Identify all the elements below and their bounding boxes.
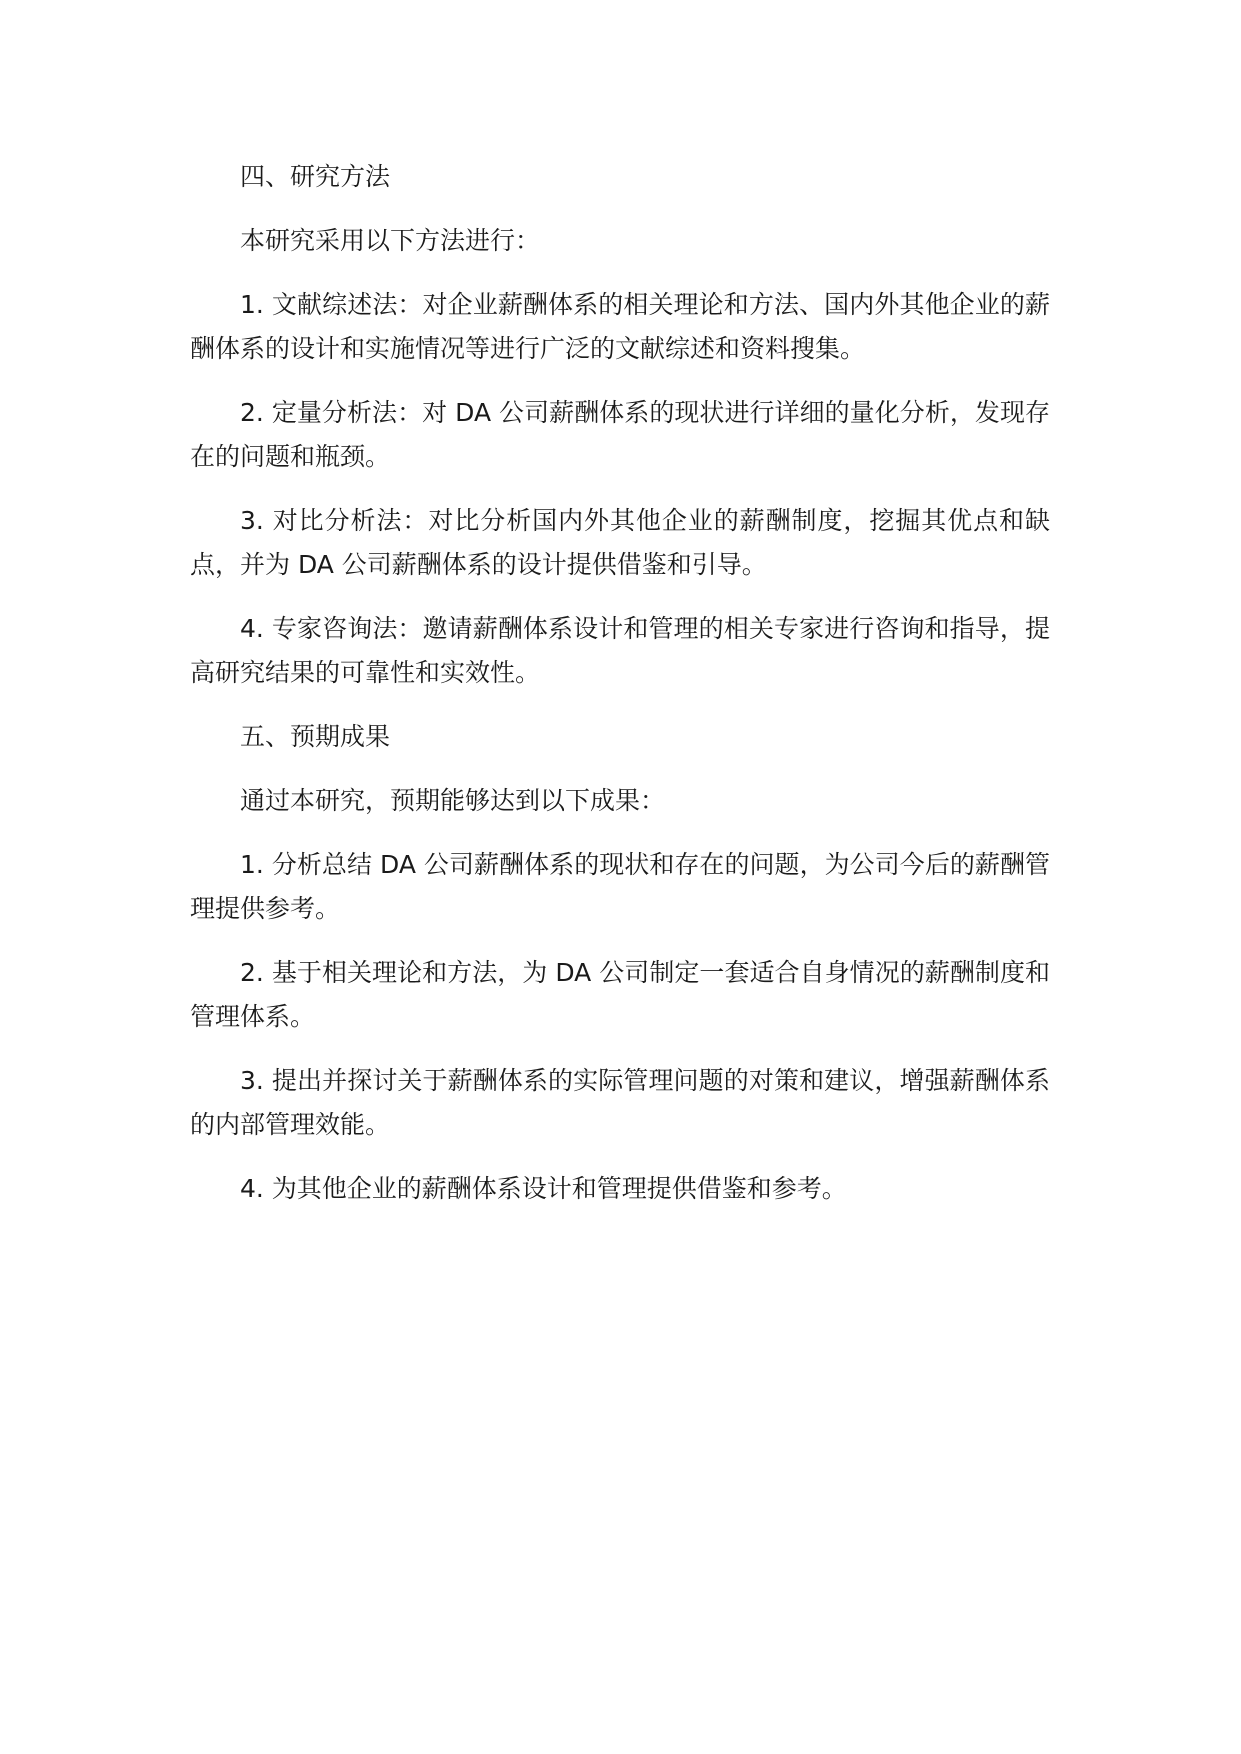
result-item-2: 2. 基于相关理论和方法，为 DA 公司制定一套适合自身情况的薪酬制度和管理体系。 (190, 958, 1050, 1031)
section-intro-research-methods: 本研究采用以下方法进行： (240, 226, 541, 255)
section-heading-expected-results: 五、预期成果 (240, 722, 391, 751)
result-item-4: 4. 为其他企业的薪酬体系设计和管理提供借鉴和参考。 (240, 1174, 847, 1203)
result-item-1: 1. 分析总结 DA 公司薪酬体系的现状和存在的问题，为公司今后的薪酬管理提供参考。 (190, 850, 1050, 923)
method-item-expert-consultation: 4. 专家咨询法：邀请薪酬体系设计和管理的相关专家进行咨询和指导，提高研究结果的可靠性和实效性。 (190, 614, 1050, 687)
section-intro-expected-results: 通过本研究，预期能够达到以下成果： (240, 786, 666, 815)
method-item-comparative-analysis: 3. 对比分析法：对比分析国内外其他企业的薪酬制度，挖掘其优点和缺点，并为 DA 公司薪酬体系的设计提供借鉴和引导。 (190, 506, 1050, 579)
method-item-literature-review: 1. 文献综述法：对企业薪酬体系的相关理论和方法、国内外其他企业的薪酬体系的设计和实施情况等进行广泛的文献综述和资料搜集。 (190, 290, 1050, 363)
result-item-3: 3. 提出并探讨关于薪酬体系的实际管理问题的对策和建议，增强薪酬体系的内部管理效能。 (190, 1066, 1050, 1139)
document-body (190, 155, 1050, 1231)
section-heading-research-methods: 四、研究方法 (240, 162, 391, 191)
method-item-quantitative-analysis: 2. 定量分析法：对 DA 公司薪酬体系的现状进行详细的量化分析，发现存在的问题和瓶颈。 (190, 398, 1050, 471)
